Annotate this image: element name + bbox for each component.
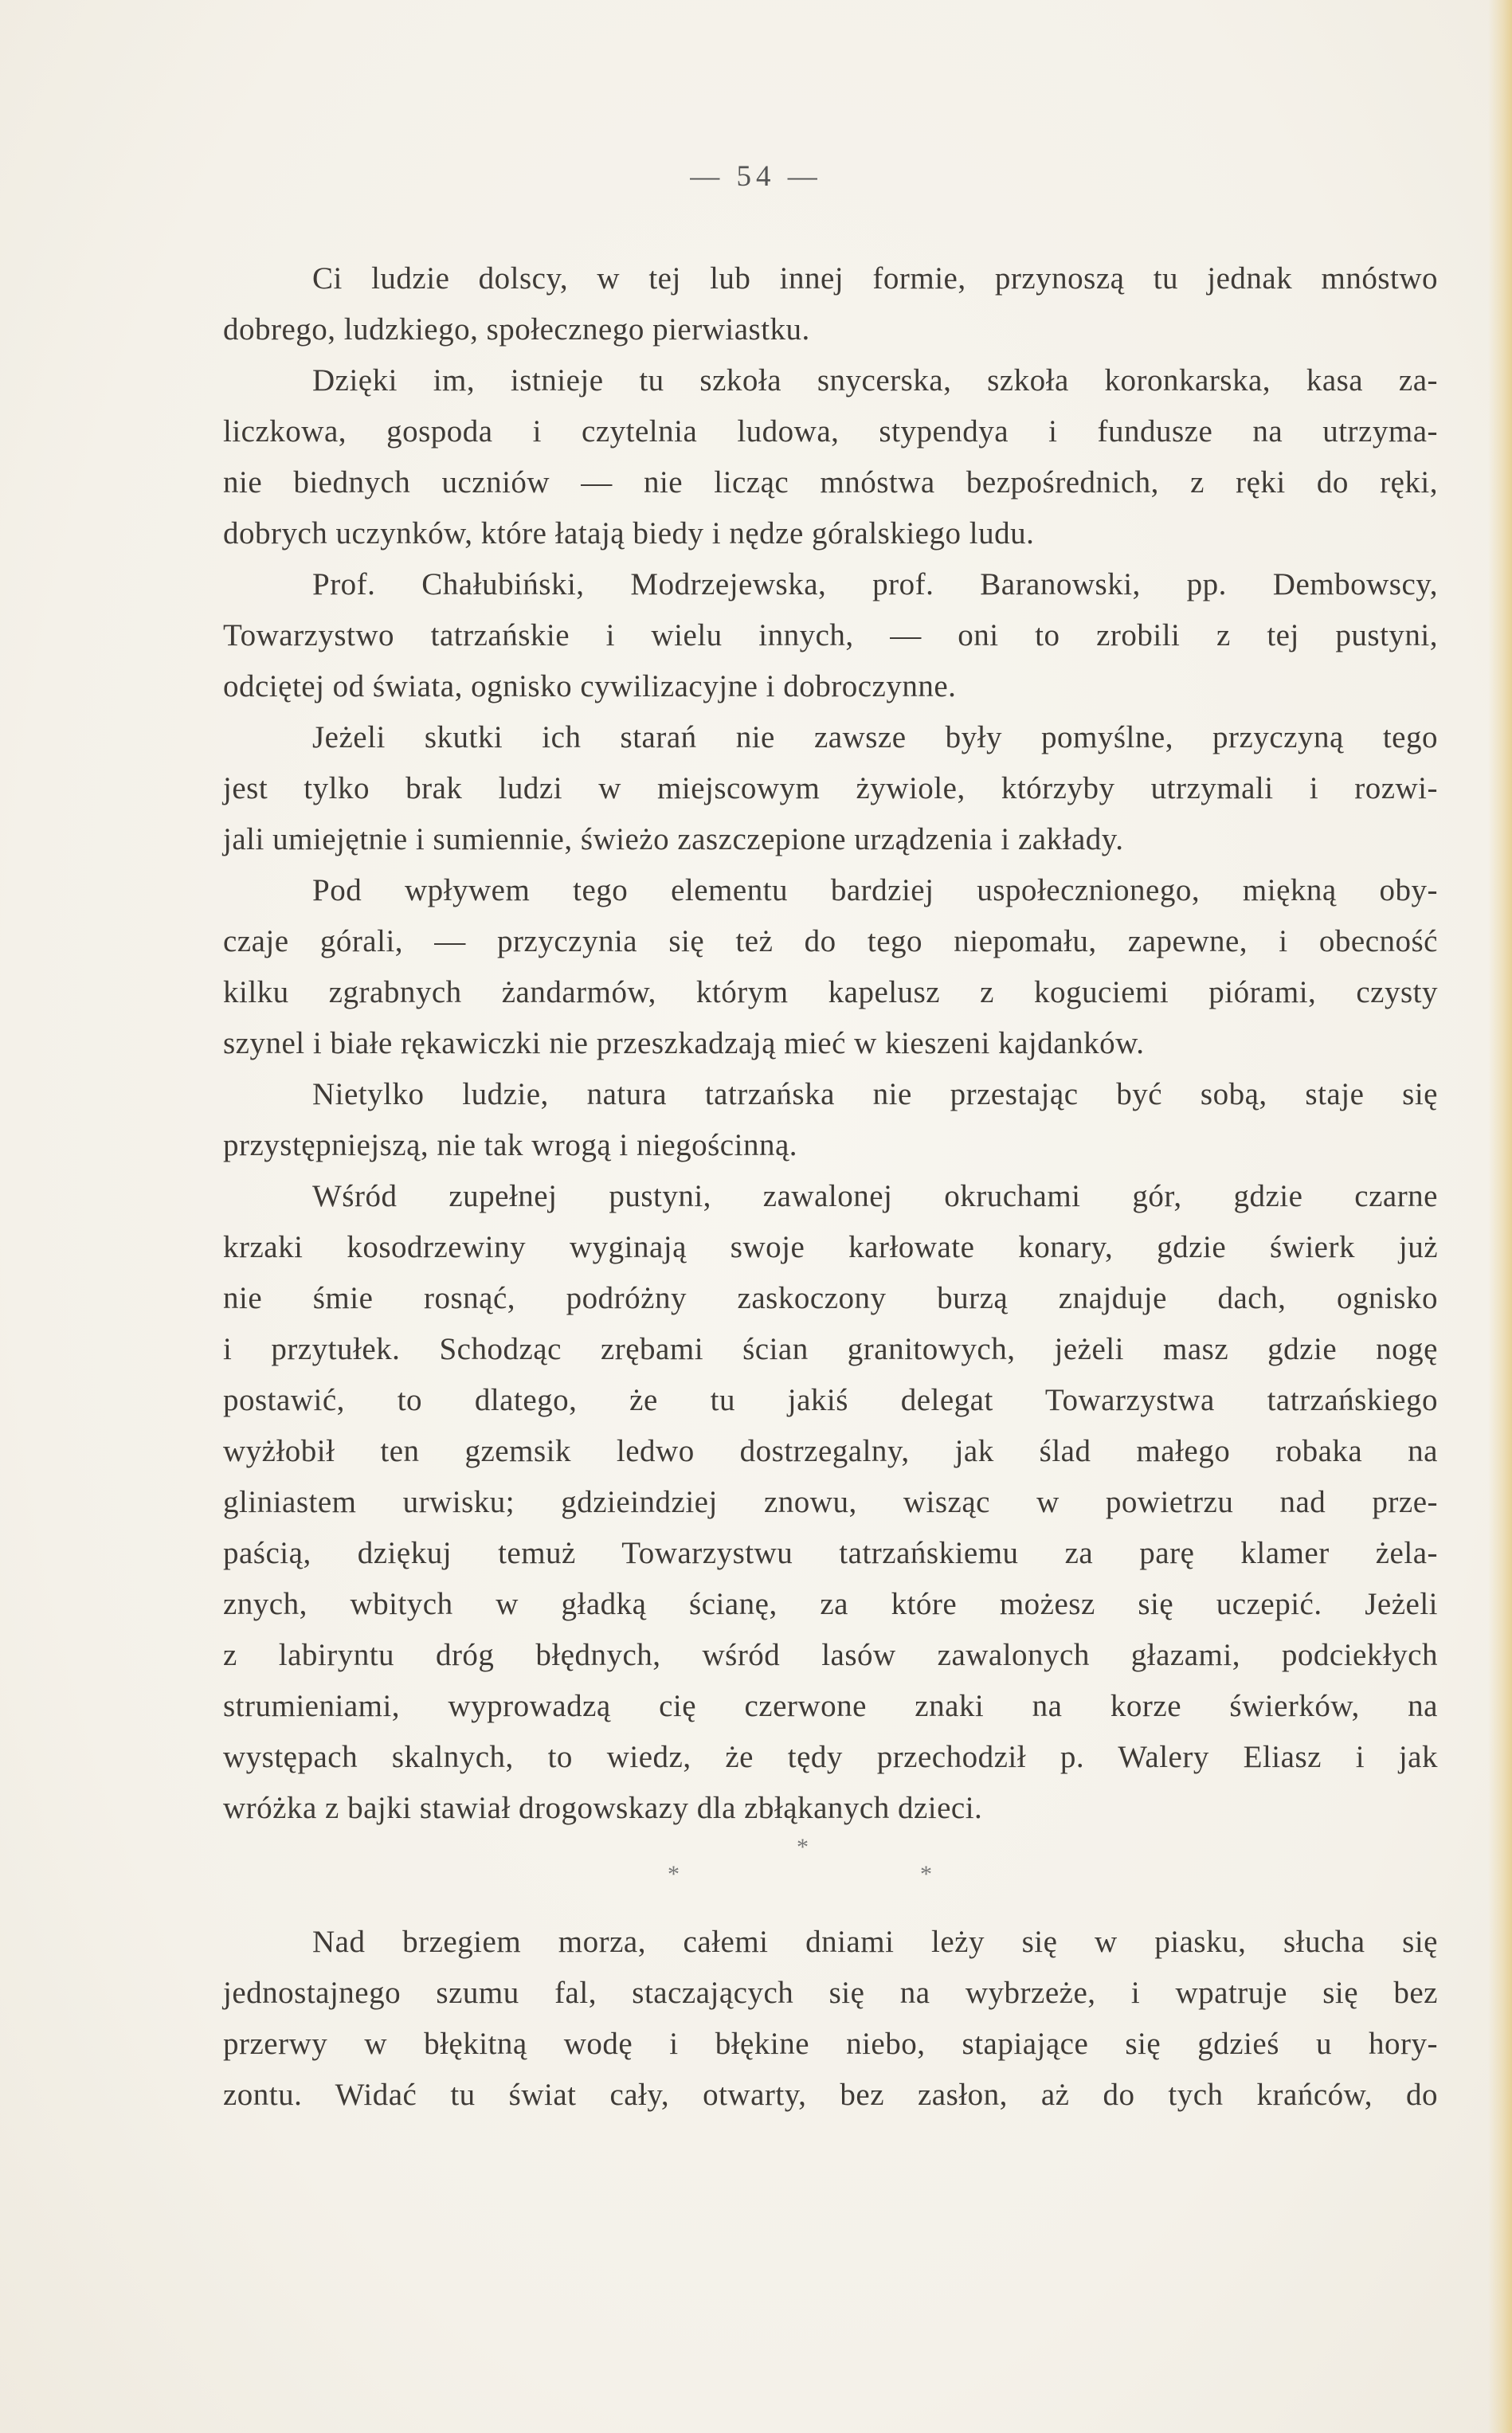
- text-line: występach skalnych, to wiedz, że tędy przechodził p. Walery Eliasz i jak: [223, 1740, 1438, 1774]
- text-line: czaje górali, — przyczynia się też do tego niepomału, zapewne, i obecność: [223, 924, 1438, 958]
- text-line: Ci ludzie dolscy, w tej lub innej formie, przynoszą tu jednak mnóstwo: [312, 261, 1438, 296]
- text-line: postawić, to dlatego, że tu jakiś delegat Towarzystwa tatrzańskiego: [223, 1383, 1438, 1417]
- text-line: Nietylko ludzie, natura tatrzańska nie przestając być sobą, staje się: [312, 1077, 1438, 1111]
- text-line: Wśród zupełnej pustyni, zawalonej okruchami gór, gdzie czarne: [312, 1179, 1438, 1213]
- text-line: strumieniami, wyprowadzą cię czerwone znaki na korze świerków, na: [223, 1689, 1438, 1723]
- text-line: gliniastem urwisku; gdzieindziej znowu, wisząc w powietrzu nad prze-: [223, 1485, 1438, 1519]
- continuation-text-block: [223, 1917, 1438, 2121]
- text-line: Jeżeli skutki ich starań nie zawsze były pomyślne, przyczyną tego: [312, 720, 1438, 754]
- text-line: paścią, dziękuj temuż Towarzystwu tatrzańskiemu za parę klamer żela-: [223, 1536, 1438, 1570]
- text-line: nie biednych uczniów — nie licząc mnóstwa bezpośrednich, z ręki do ręki,: [223, 465, 1438, 500]
- text-line: odciętej od świata, ognisko cywilizacyjne i dobroczynne.: [223, 669, 957, 703]
- section-separator-asterisk: *: [668, 1861, 680, 1887]
- text-line: jest tylko brak ludzi w miejscowym żywiole, którzyby utrzymali i rozwi-: [223, 771, 1438, 805]
- text-line: dobrych uczynków, które łatają biedy i nędze góralskiego ludu.: [223, 516, 1035, 550]
- page-edge-shadow: [1488, 0, 1512, 2433]
- text-line: jednostajnego szumu fal, staczających się na wybrzeże, i wpatruje się bez: [223, 1976, 1438, 2010]
- text-line: Dzięki im, istnieje tu szkoła snycerska, szkoła koronkarska, kasa za-: [312, 363, 1438, 398]
- section-separator-asterisk: *: [797, 1834, 809, 1860]
- text-line: krzaki kosodrzewiny wyginają swoje karłowate konary, gdzie świerk już: [223, 1230, 1438, 1264]
- text-line: i przytułek. Schodząc zrębami ścian granitowych, jeżeli masz gdzie nogę: [223, 1332, 1438, 1366]
- text-line: z labiryntu dróg błędnych, wśród lasów zawalonych głazami, podciekłych: [223, 1638, 1438, 1672]
- section-separator-asterisk: *: [920, 1861, 932, 1887]
- text-line: wróżka z bajki stawiał drogowskazy dla zbłąkanych dzieci.: [223, 1791, 983, 1825]
- text-line: Prof. Chałubiński, Modrzejewska, prof. Baranowski, pp. Dembowscy,: [312, 567, 1438, 601]
- text-line: liczkowa, gospoda i czytelnia ludowa, stypendya i fundusze na utrzyma-: [223, 414, 1438, 449]
- text-line: kilku zgrabnych żandarmów, którym kapelusz z koguciemi piórami, czysty: [223, 975, 1438, 1009]
- text-line: Nad brzegiem morza, całemi dniami leży się w piasku, słucha się: [312, 1925, 1438, 1959]
- text-line: wyżłobił ten gzemsik ledwo dostrzegalny, jak ślad małego robaka na: [223, 1434, 1438, 1468]
- text-line: szynel i białe rękawiczki nie przeszkadzają mieć w kieszeni kajdanków.: [223, 1026, 1145, 1060]
- text-line: Towarzystwo tatrzańskie i wielu innych, — oni to zrobili z tej pustyni,: [223, 618, 1438, 652]
- text-line: zontu. Widać tu świat cały, otwarty, bez zasłon, aż do tych krańców, do: [223, 2078, 1438, 2112]
- text-line: dobrego, ludzkiego, społecznego pierwiastku.: [223, 312, 810, 347]
- text-line: jali umiejętnie i sumiennie, świeżo zaszczepione urządzenia i zakłady.: [223, 822, 1124, 856]
- page-number: — 54 —: [690, 160, 822, 193]
- text-line: Pod wpływem tego elementu bardziej uspołecznionego, miękną oby-: [312, 873, 1438, 907]
- text-line: przerwy w błękitną wodę i błękine niebo, stapiające się gdzieś u hory-: [223, 2027, 1438, 2061]
- text-line: znych, wbitych w gładką ścianę, za które możesz się uczepić. Jeżeli: [223, 1587, 1438, 1621]
- main-text-block: [223, 253, 1438, 1834]
- text-line: przystępniejszą, nie tak wrogą i niegościnną.: [223, 1128, 798, 1162]
- text-line: nie śmie rosnąć, podróżny zaskoczony burzą znajduje dach, ognisko: [223, 1281, 1438, 1315]
